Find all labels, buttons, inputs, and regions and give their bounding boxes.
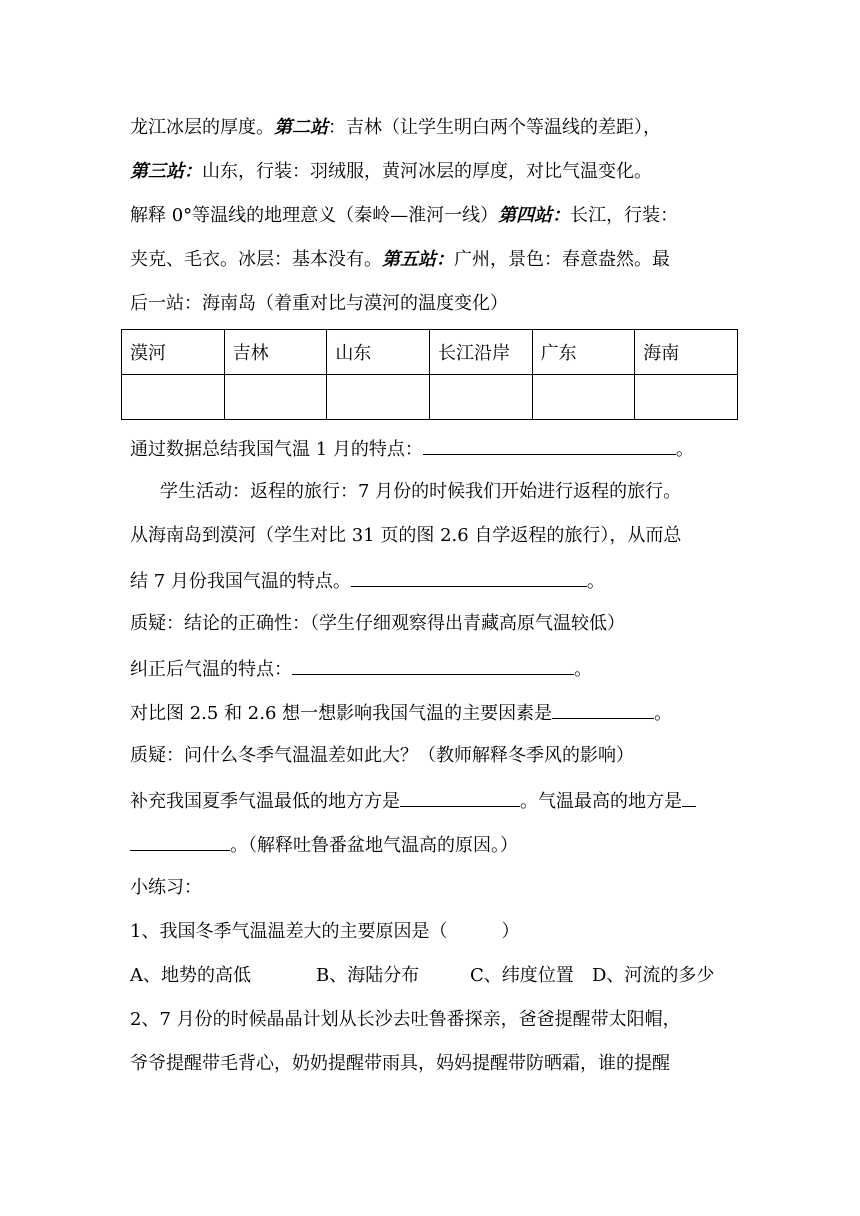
temperature-table bbox=[121, 329, 738, 420]
table-header-cell: 广东 bbox=[532, 330, 635, 375]
table-header-cell: 吉林 bbox=[224, 330, 327, 375]
answer-blank[interactable] bbox=[682, 784, 696, 807]
text-line: 质疑：结论的正确性：（学生仔细观察得出青藏高原气温较低） bbox=[130, 613, 625, 634]
text-line: 爷爷提醒带毛背心，奶奶提醒带雨具，妈妈提醒带防晒霜，谁的提醒 bbox=[130, 1053, 670, 1074]
answer-blank[interactable] bbox=[423, 432, 676, 455]
option-c[interactable]: C、纬度位置 bbox=[470, 965, 574, 986]
station-label: 第四站： bbox=[498, 205, 571, 226]
question-stem: 2、7 月份的时候晶晶计划从长沙去吐鲁番探亲，爸爸提醒带太阳帽， bbox=[130, 1009, 681, 1030]
table-cell bbox=[122, 375, 225, 420]
station-label: 第五站： bbox=[382, 249, 454, 270]
option-list bbox=[130, 960, 740, 992]
table-header-cell: 漠河 bbox=[122, 330, 225, 375]
station-label: 第二站 bbox=[274, 117, 328, 138]
text-line: 第三站：山东，行装：羽绒服，黄河冰层的厚度，对比气温变化。 bbox=[130, 161, 652, 182]
answer-blank[interactable] bbox=[351, 564, 587, 587]
text-line: 。（解释吐鲁番盆地气温高的原因。） bbox=[130, 828, 740, 860]
text-line: 补充我国夏季气温最低的地方方是 。气温最高的地方是 bbox=[130, 784, 740, 816]
answer-blank[interactable] bbox=[400, 784, 520, 807]
answer-blank[interactable] bbox=[552, 696, 654, 719]
option-a[interactable]: A、地势的高低 bbox=[130, 965, 251, 986]
question-stem: 1、我国冬季气温温差大的主要原因是（ ） bbox=[130, 921, 520, 942]
table-row bbox=[122, 375, 738, 420]
table-header-row bbox=[122, 330, 738, 375]
text-line: 后一站：海南岛（着重对比与漠河的温度变化） bbox=[130, 293, 508, 314]
table-header-cell: 海南 bbox=[635, 330, 738, 375]
table-header-cell: 山东 bbox=[327, 330, 430, 375]
table-cell bbox=[429, 375, 532, 420]
option-b[interactable]: B、海陆分布 bbox=[316, 965, 420, 986]
table-cell bbox=[224, 375, 327, 420]
text-line: 龙江冰层的厚度。第二站：吉林（让学生明白两个等温线的差距）， bbox=[130, 117, 661, 138]
answer-blank[interactable] bbox=[130, 828, 230, 851]
station-label: 第三站： bbox=[130, 161, 202, 182]
table-cell bbox=[532, 375, 635, 420]
text-line: 质疑：问什么冬季气温温差如此大？（教师解释冬季风的影响） bbox=[130, 745, 634, 766]
table-cell bbox=[635, 375, 738, 420]
text-line: 学生活动：返程的旅行：7 月份的时候我们开始进行返程的旅行。 bbox=[160, 481, 682, 502]
text-line: 结 7 月份我国气温的特点。 。 bbox=[130, 564, 740, 596]
text-line: 通过数据总结我国气温 1 月的特点： 。 bbox=[130, 432, 740, 464]
table-cell bbox=[327, 375, 430, 420]
text-line: 对比图 2.5 和 2.6 想一想影响我国气温的主要因素是 。 bbox=[130, 696, 740, 728]
text-line: 从海南岛到漠河（学生对比 31 页的图 2.6 自学返程的旅行），从而总 bbox=[130, 525, 682, 546]
option-d[interactable]: D、河流的多少 bbox=[592, 965, 715, 986]
answer-blank[interactable] bbox=[292, 652, 574, 675]
text-line: 夹克、毛衣。冰层：基本没有。第五站：广州，景色：春意盎然。最 bbox=[130, 249, 670, 270]
table-header-cell: 长江沿岸 bbox=[429, 330, 532, 375]
text-line: 解释 0°等温线的地理意义（秦岭—淮河一线）第四站：长江，行装： bbox=[130, 205, 679, 226]
practice-title: 小练习： bbox=[130, 877, 202, 898]
text-line: 纠正后气温的特点： 。 bbox=[130, 652, 740, 684]
